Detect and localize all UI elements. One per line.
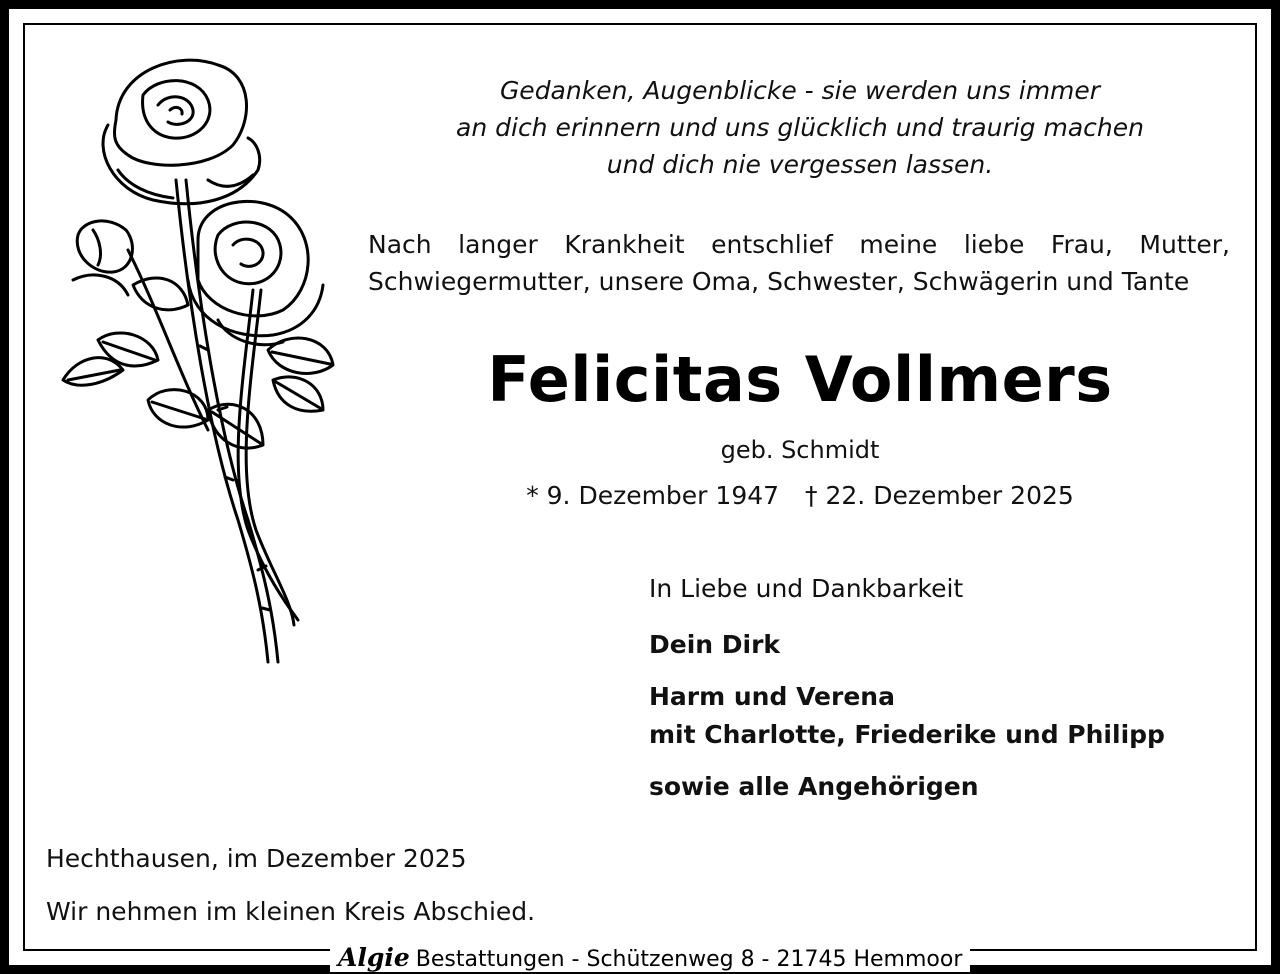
mourner-line: Harm und Verena xyxy=(649,682,895,711)
poem-line: Gedanken, Augenblicke - sie werden uns immer xyxy=(499,76,1101,105)
mourner-line: sowie alle Angehörigen xyxy=(649,772,979,801)
death-date: † 22. Dezember 2025 xyxy=(805,481,1074,510)
deceased-name: Felicitas Vollmers xyxy=(487,343,1113,416)
funeral-home-logo: Algie xyxy=(338,943,410,972)
mourner-line: Dein Dirk xyxy=(649,630,781,659)
funeral-home-address: Bestattungen - Schützenweg 8 - 21745 Hemmoor xyxy=(415,947,963,972)
birth-date: * 9. Dezember 1947 xyxy=(526,481,780,510)
birth-name: geb. Schmidt xyxy=(720,436,880,464)
place-date: Hechthausen, im Dezember 2025 xyxy=(46,844,467,873)
mourners-block xyxy=(649,570,1165,806)
funeral-home-footer xyxy=(330,944,970,972)
poem-line: und dich nie vergessen lassen. xyxy=(606,150,994,179)
intro-text: Nach langer Krankheit entschlief meine liebe Frau, Mutter, Schwiegermutter, unsere Oma, Schwester, Schwägerin und Tante xyxy=(368,230,1230,296)
mourners-intro: In Liebe und Dankbarkeit xyxy=(649,574,964,603)
life-dates xyxy=(370,476,1230,516)
poem-line: an dich erinnern und uns glücklich und traurig machen xyxy=(456,113,1144,142)
farewell-note: Wir nehmen im kleinen Kreis Abschied. xyxy=(46,897,536,926)
rose-illustration xyxy=(58,50,348,670)
poem xyxy=(430,72,1170,183)
mourner-line: mit Charlotte, Friederike und Philipp xyxy=(649,720,1165,749)
